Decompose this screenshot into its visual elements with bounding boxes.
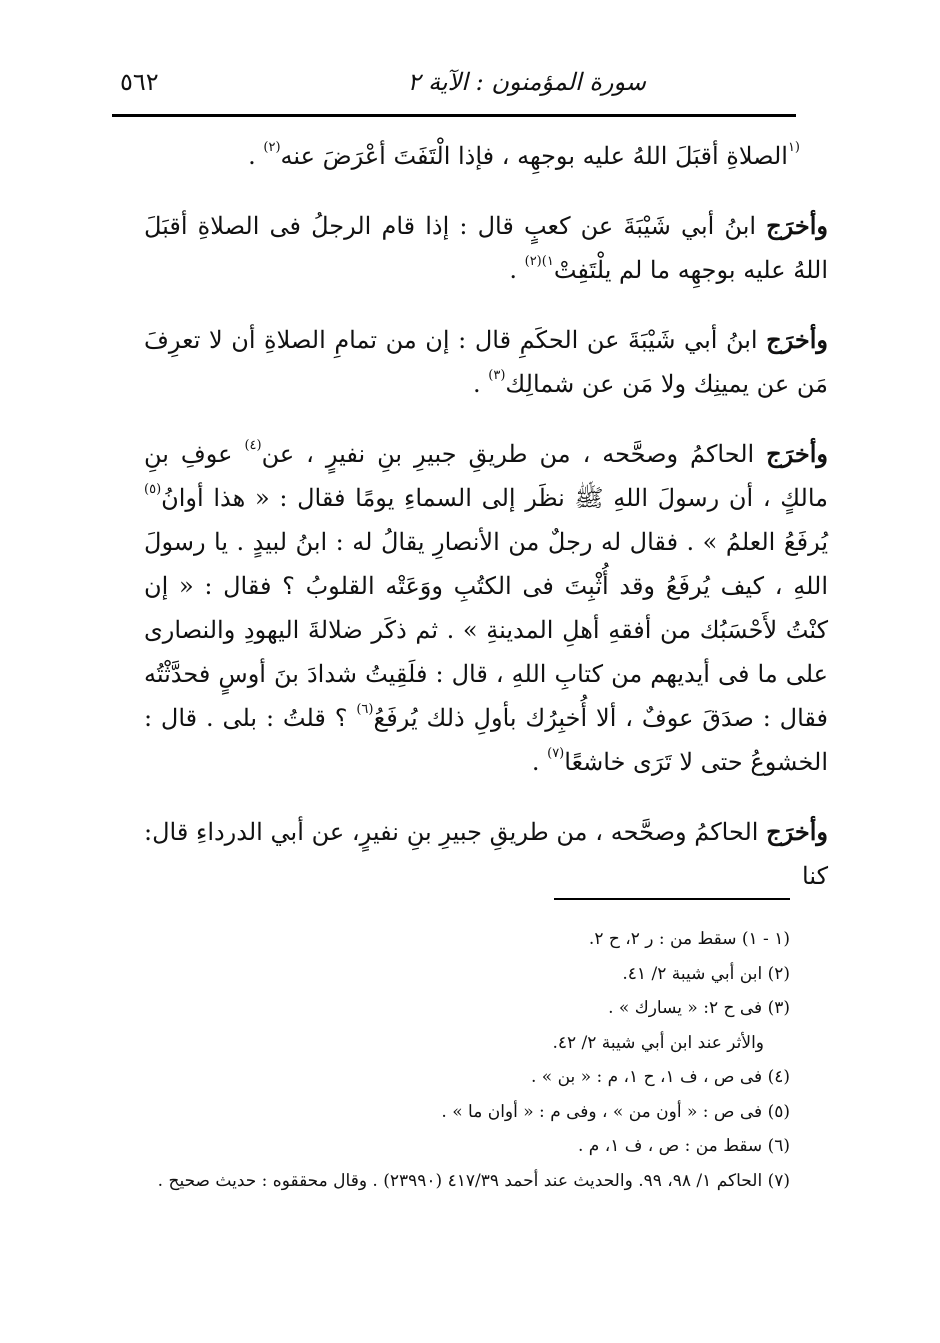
footnotes: [144, 922, 790, 1198]
footnote: (٥) فى ص : « أون من » ، وفى م : « أوان ما » .: [441, 1101, 790, 1122]
punctuation: .: [473, 370, 489, 398]
header-rule: [112, 114, 796, 117]
page-number: ٥٦٢: [120, 68, 159, 96]
paragraph-text: ابنُ أبي شَيْبَةَ عن كعبٍ قال : إذا قام الرجلُ فى الصلاةِ أقبَلَ اللهُ عليه بوجهِه ما لم يلْتَفِتْ: [144, 212, 828, 284]
footnote-marker: (٤): [244, 438, 262, 453]
punctuation: .: [509, 256, 525, 284]
footnote-marker: (٧): [547, 746, 565, 761]
footnote: (٧) الحاكم ١/ ٩٨، ٩٩. والحديث عند أحمد ٤١٧/٣٩ (٢٣٩٩٠) . وقال محققوه : حديث صحيح .: [157, 1170, 790, 1191]
footnote-marker: (٣): [488, 368, 506, 383]
paragraph-lead: وأخرَج: [766, 439, 828, 468]
paragraph-text: ؟ قلتُ : بلى . قال : الخشوعُ حتى لا تَرَى خاشعًا: [144, 704, 828, 776]
paragraph-1: [144, 134, 828, 178]
paragraph-2: [144, 204, 828, 292]
punctuation: .: [248, 142, 264, 170]
footnote-rule: [554, 898, 790, 900]
footnote-marker: (١: [787, 140, 800, 155]
running-title: سورة المؤمنون : الآية ٢: [407, 68, 646, 96]
footnote: (٤) فى ص ، ف ١، ح ١، م : « بن » .: [531, 1067, 790, 1087]
footnote: (٢) ابن أبي شيبة ٢/ ٤١.: [622, 963, 790, 984]
paragraph-lead: وأخرَج: [766, 817, 828, 846]
paragraph-text: يُرفَعُ العلمُ » . فقال له رجلٌ من الأنصارِ يقالُ له : ابنُ لبيدٍ . يا رسولَ اللهِ ، كيف يُرفَعُ وقد أُثْبِتَ فى الكتُبِ ووَعَتْه القلوبُ ؟ فقال : « إن كنْتُ لأَحْسَبُك من أفقهِ أهلِ المدينةِ » . ثم ذكَر ضلالةَ اليهودِ والنصارى على ما فى أيديهم من كتابِ اللهِ ، قال : فلَقِيتُ شدادَ بنَ أوسٍ فحدَّثْتُه فقال : صدَقَ عوفٌ ، ألا أُخبِرُك بأولِ ذلك يُرفَعُ: [144, 528, 829, 732]
footnote-continuation: والأثر عند ابن أبي شيبة ٢/ ٤٢.: [552, 1032, 764, 1053]
page-header: [112, 60, 796, 114]
body-text: [144, 134, 828, 924]
footnote: (١ - ١) سقط من : ر ٢، ح ٢.: [588, 929, 790, 949]
footnote: (٦) سقط من : ص ، ف ١، م .: [577, 1136, 790, 1156]
footnote-marker: (٥): [144, 482, 162, 497]
paragraph-lead: وأخرَج: [766, 211, 828, 240]
paragraph-4: [144, 432, 828, 784]
footnote: (٣) فى ح ٢: « يسارك » .: [608, 998, 790, 1018]
paragraph-text: الحاكمُ وصحَّحه ، من طريقِ جبيرِ بنِ نفيرٍ، عن أبي الدرداءِ قال: كنا: [144, 818, 828, 890]
footnote-marker: (٦): [356, 702, 374, 717]
paragraph-text: الصلاةِ أقبَلَ اللهُ عليه بوجهِه ، فإذا الْتَفَتَ أعْرَضَ عنه: [280, 142, 788, 170]
paragraph-lead: وأخرَج: [766, 325, 828, 354]
paragraph-5: [144, 810, 828, 898]
paragraph-3: [144, 318, 828, 406]
footnote-marker: (٢): [263, 140, 281, 155]
footnote-marker: ١)(٢): [524, 254, 554, 269]
punctuation: .: [531, 748, 548, 776]
paragraph-text: عوفِ بنِ مالكٍ ، أن رسولَ اللهِ ﷺ نظَر إلى السماءِ يومًا فقال : « هذا أوانُ: [144, 440, 828, 512]
paragraph-text: الحاكمُ وصحَّحه ، من طريقِ جبيرِ بنِ نفيرٍ ، عن: [261, 440, 767, 468]
paragraph-text: ابنُ أبي شَيْبَةَ عن الحكَمِ قال : إن من تمامِ الصلاةِ أن لا تعرِفَ مَن عن يمينِك ولا مَن عن شمالِك: [144, 326, 828, 398]
